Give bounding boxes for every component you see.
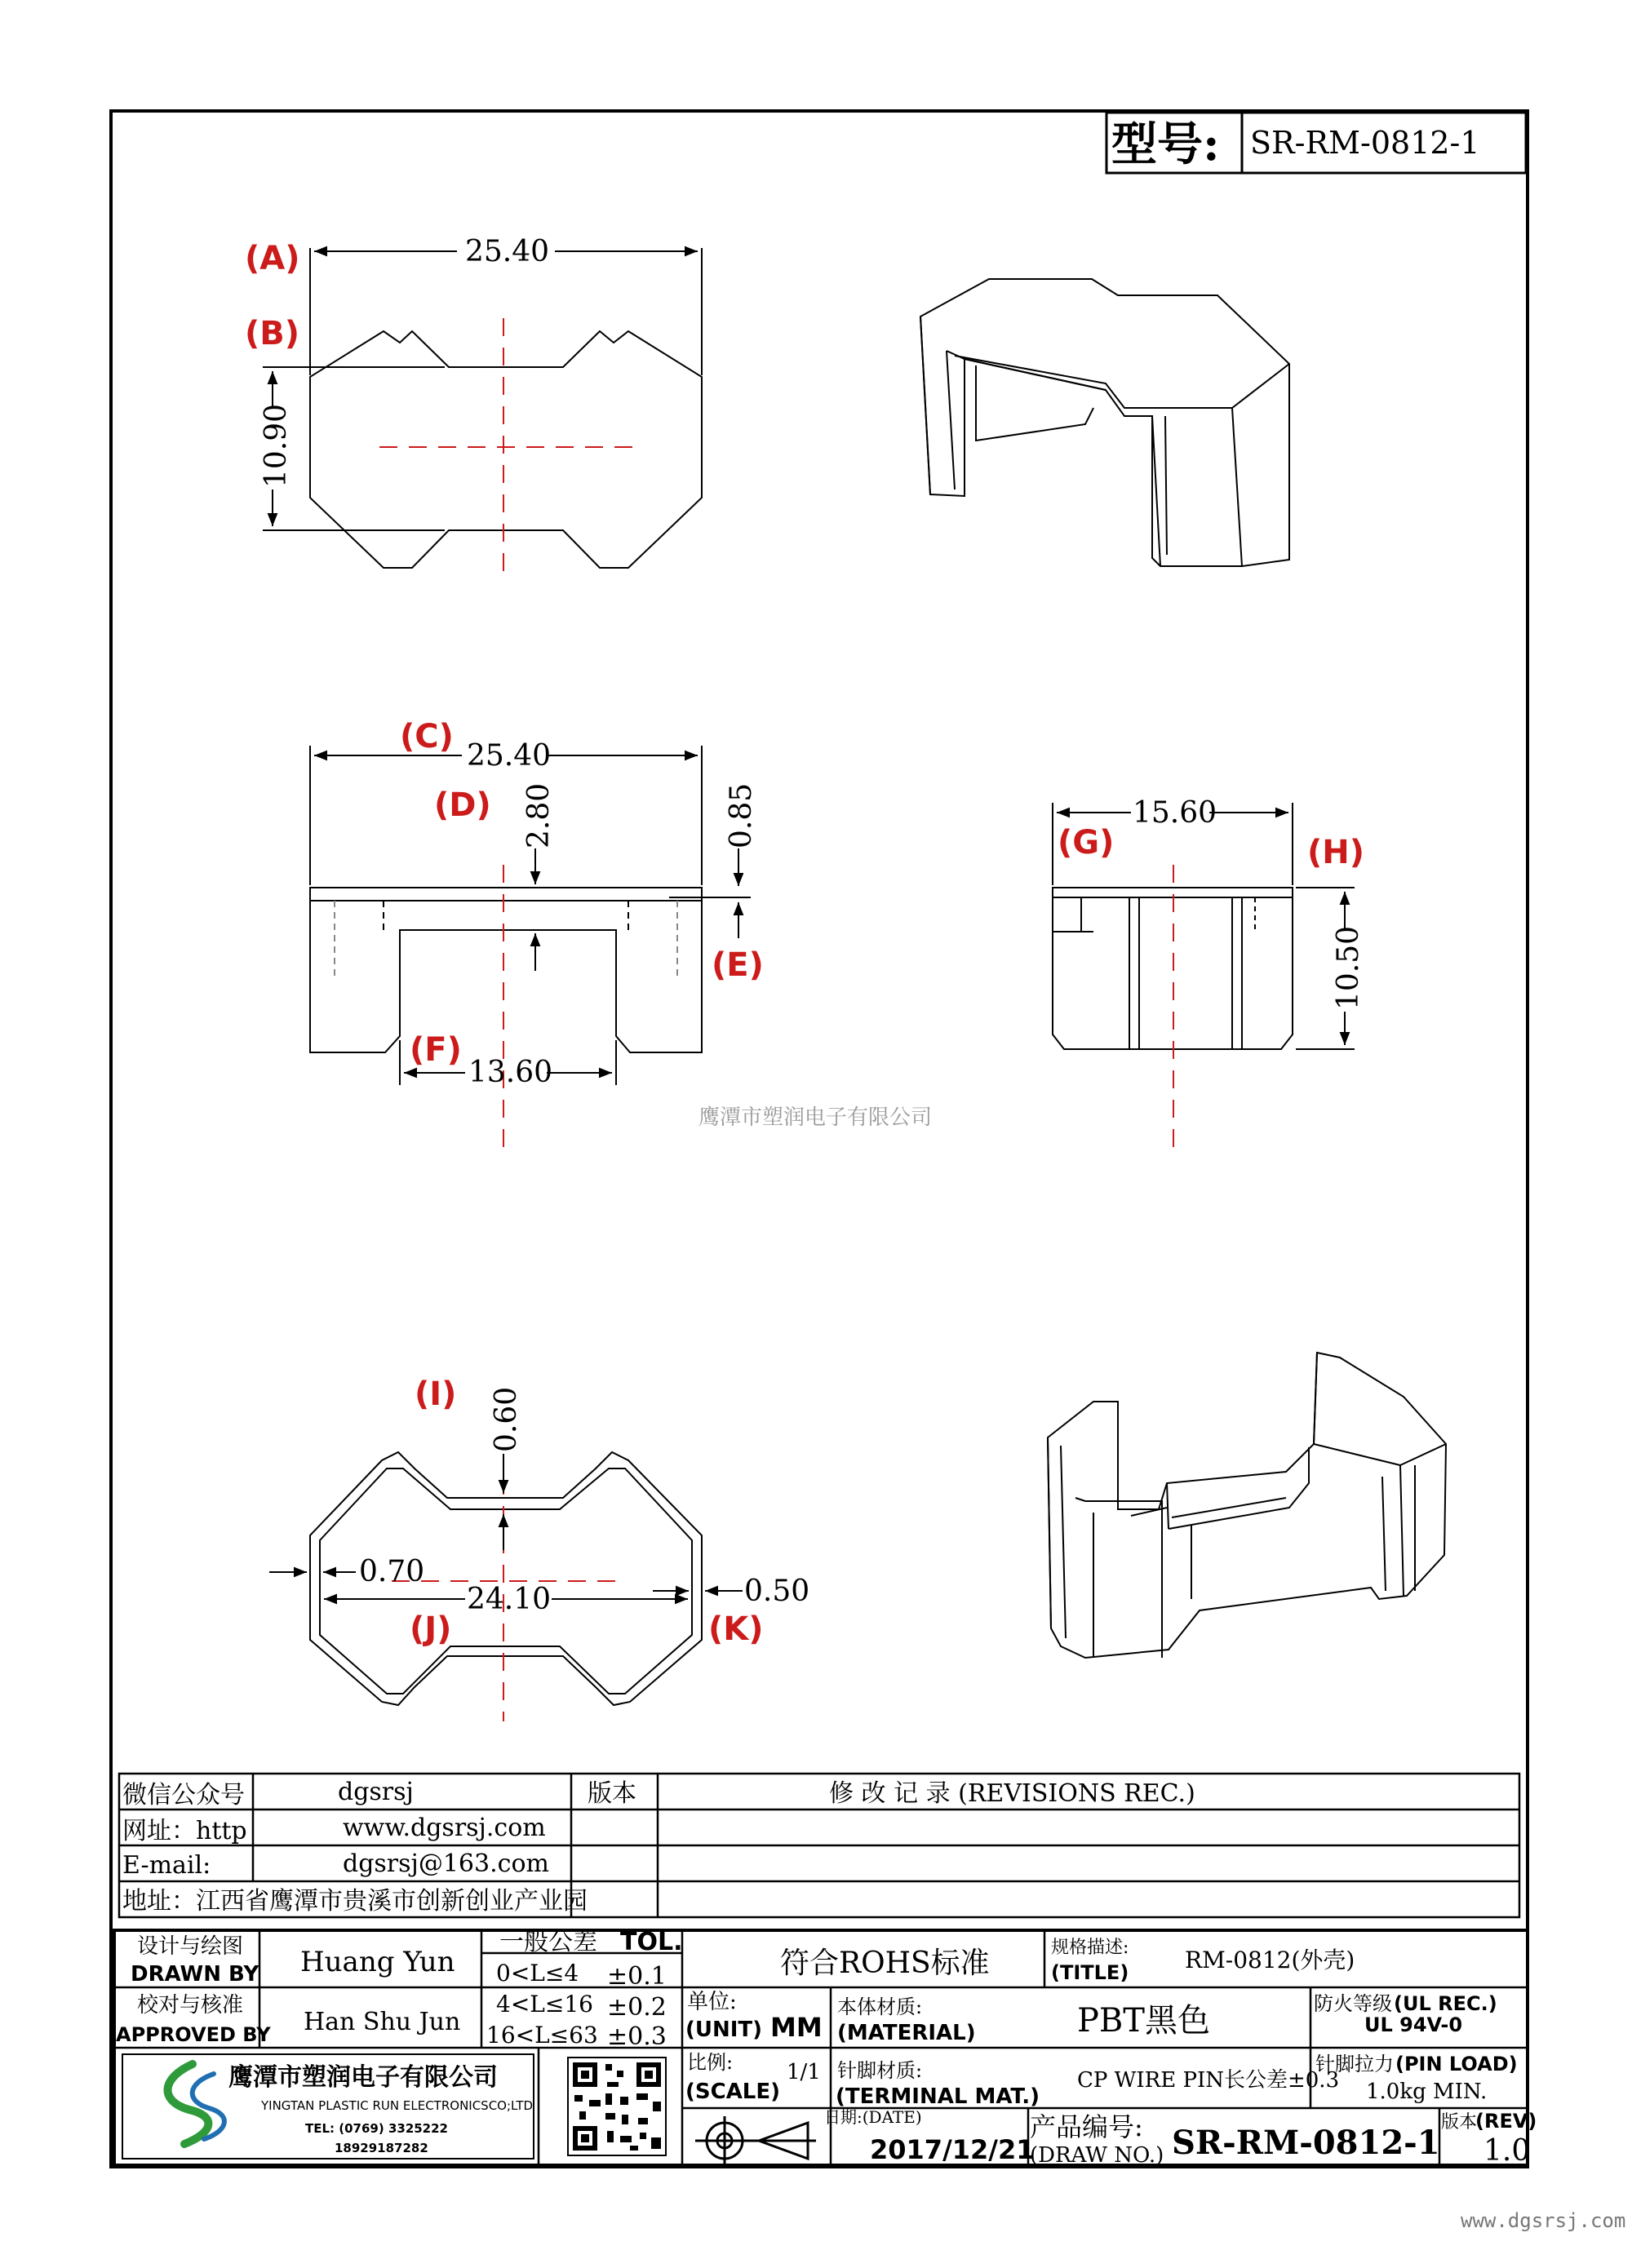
dim-g-letter: (G) bbox=[1058, 824, 1115, 862]
approved-by-label-cn: 校对与核准 bbox=[137, 1993, 244, 2018]
drawn-by-name: Huang Yun bbox=[300, 1946, 455, 1978]
unit-value: MM bbox=[770, 2012, 823, 2043]
material-label-cn: 本体材质: bbox=[837, 1996, 923, 2018]
email-link[interactable]: dgsrsj@163.com bbox=[343, 1849, 549, 1878]
dim-f-letter: (F) bbox=[410, 1031, 462, 1069]
iso-view-bottom bbox=[1048, 1353, 1446, 1658]
dim-d-letter: (D) bbox=[434, 786, 491, 824]
dim-a-value: 25.40 bbox=[465, 235, 550, 268]
dim-e-value: 0.85 bbox=[725, 782, 758, 848]
spec-label-en: (TITLE) bbox=[1051, 1961, 1129, 1984]
footer-url[interactable]: www.dgsrsj.com bbox=[1461, 2209, 1626, 2232]
dim-j-letter: (J) bbox=[410, 1610, 452, 1648]
drawing-number-value: SR-RM-0812-1 bbox=[1172, 2124, 1440, 2162]
dim-j-value: 24.10 bbox=[467, 1583, 552, 1616]
tol-range-2: 16<L≤63 bbox=[486, 2022, 598, 2049]
dim-l-value: 0.70 bbox=[359, 1555, 425, 1588]
revision-value: 1.0 bbox=[1483, 2134, 1531, 2168]
top-view bbox=[263, 248, 702, 579]
scale-label-en: (SCALE) bbox=[685, 2080, 781, 2104]
iso-view-top bbox=[920, 279, 1289, 566]
date-value: 2017/12/21 bbox=[870, 2134, 1035, 2165]
tol-range-1: 4<L≤16 bbox=[496, 1991, 593, 2018]
model-label: 型号: bbox=[1111, 117, 1220, 171]
tol-value-1: ±0.2 bbox=[607, 1993, 667, 2022]
unit-label-cn: 单位: bbox=[687, 1990, 737, 2014]
pin-load-label-cn: 针脚拉力 bbox=[1315, 2053, 1394, 2075]
material-value: PBT黑色 bbox=[1077, 2002, 1210, 2040]
projection-symbol-icon bbox=[695, 2116, 816, 2164]
dim-a-letter: (A) bbox=[245, 240, 300, 277]
date-label: 日期:(DATE) bbox=[824, 2107, 922, 2127]
dim-d-value: 2.80 bbox=[522, 782, 556, 848]
dim-i-value: 0.60 bbox=[490, 1386, 523, 1452]
revision-version-label: 版本 bbox=[588, 1779, 636, 1808]
scale-value: 1/1 bbox=[787, 2060, 821, 2084]
model-header bbox=[1106, 113, 1526, 173]
qr-code-icon bbox=[568, 2058, 666, 2155]
dim-h-letter: (H) bbox=[1307, 834, 1365, 871]
model-number: SR-RM-0812-1 bbox=[1250, 125, 1480, 161]
tolerance-title-en: TOL. bbox=[620, 1928, 683, 1956]
unit-label-en: (UNIT) bbox=[685, 2018, 763, 2042]
dim-e-letter: (E) bbox=[712, 946, 764, 984]
address: 地址：江西省鹰潭市贵溪市创新创业产业园 bbox=[122, 1887, 588, 1916]
revision-label-cn: 版本 bbox=[1441, 2112, 1478, 2133]
drawing-number-label-en: (DRAW NO.) bbox=[1030, 2143, 1164, 2168]
revision-label-en: (REV) bbox=[1475, 2110, 1537, 2133]
fire-rating-label-en: (UL REC.) bbox=[1394, 1992, 1497, 2015]
dim-h-value: 10.50 bbox=[1332, 925, 1365, 1010]
dim-f-value: 13.60 bbox=[468, 1056, 553, 1089]
approved-by-label-en: APPROVED BY bbox=[116, 2023, 271, 2046]
fire-rating-label-cn: 防火等级 bbox=[1314, 1992, 1392, 2015]
dim-i-letter: (I) bbox=[415, 1375, 457, 1413]
tol-range-0: 0<L≤4 bbox=[496, 1960, 579, 1987]
material-label-en: (MATERIAL) bbox=[837, 2021, 976, 2045]
company-logo-icon bbox=[167, 2064, 224, 2144]
wechat-value: dgsrsj bbox=[338, 1778, 414, 1806]
company-logo-block bbox=[122, 2054, 534, 2159]
dim-g-value: 15.60 bbox=[1133, 796, 1217, 830]
terminal-label-cn: 针脚材质: bbox=[837, 2059, 923, 2082]
pin-load-value: 1.0kg MIN. bbox=[1366, 2080, 1488, 2104]
dim-c-value: 25.40 bbox=[467, 739, 552, 773]
wechat-label: 微信公众号 bbox=[122, 1781, 245, 1810]
company-mobile: 18929187282 bbox=[335, 2141, 428, 2155]
email-label: E-mail: bbox=[122, 1851, 211, 1880]
drawn-by-label-en: DRAWN BY bbox=[131, 1962, 259, 1987]
tol-value-0: ±0.1 bbox=[607, 1962, 667, 1991]
web-label: 网址：http bbox=[122, 1817, 247, 1845]
watermark: 鹰潭市塑润电子有限公司 bbox=[698, 1105, 933, 1130]
company-name-cn: 鹰潭市塑润电子有限公司 bbox=[228, 2063, 498, 2092]
dim-c-letter: (C) bbox=[400, 718, 454, 755]
tolerance-title-cn: 一般公差 bbox=[499, 1928, 597, 1956]
company-name-en: YINGTAN PLASTIC RUN ELECTRONICSCO;LTD bbox=[261, 2098, 534, 2113]
web-link[interactable]: www.dgsrsj.com bbox=[343, 1814, 546, 1842]
drawing-number-label-cn: 产品编号: bbox=[1030, 2111, 1143, 2142]
terminal-value: CP WIRE PIN长公差±0.3 bbox=[1077, 2068, 1340, 2093]
pin-load-label-en: (PIN LOAD) bbox=[1395, 2053, 1518, 2075]
dim-k-value: 0.50 bbox=[744, 1575, 810, 1608]
revisions-title: 修 改 记 录 (REVISIONS REC.) bbox=[829, 1779, 1195, 1808]
company-tel: TEL: (0769) 3325222 bbox=[305, 2121, 448, 2136]
terminal-label-en: (TERMINAL MAT.) bbox=[836, 2084, 1040, 2109]
rohs-statement: 符合ROHS标准 bbox=[780, 1947, 990, 1980]
approved-by-name: Han Shu Jun bbox=[304, 2008, 461, 2036]
dim-k-letter: (K) bbox=[708, 1610, 764, 1648]
spec-label-cn: 规格描述: bbox=[1051, 1938, 1129, 1958]
spec-value: RM-0812(外壳) bbox=[1185, 1947, 1355, 1973]
dim-b-value: 10.90 bbox=[259, 403, 293, 488]
fire-rating-value: UL 94V-0 bbox=[1364, 2013, 1463, 2036]
scale-label-cn: 比例: bbox=[687, 2051, 734, 2074]
drawn-by-label-cn: 设计与绘图 bbox=[137, 1934, 244, 1959]
sheet-border bbox=[111, 111, 1531, 2168]
tol-value-2: ±0.3 bbox=[607, 2022, 667, 2051]
dim-b-letter: (B) bbox=[245, 315, 300, 352]
